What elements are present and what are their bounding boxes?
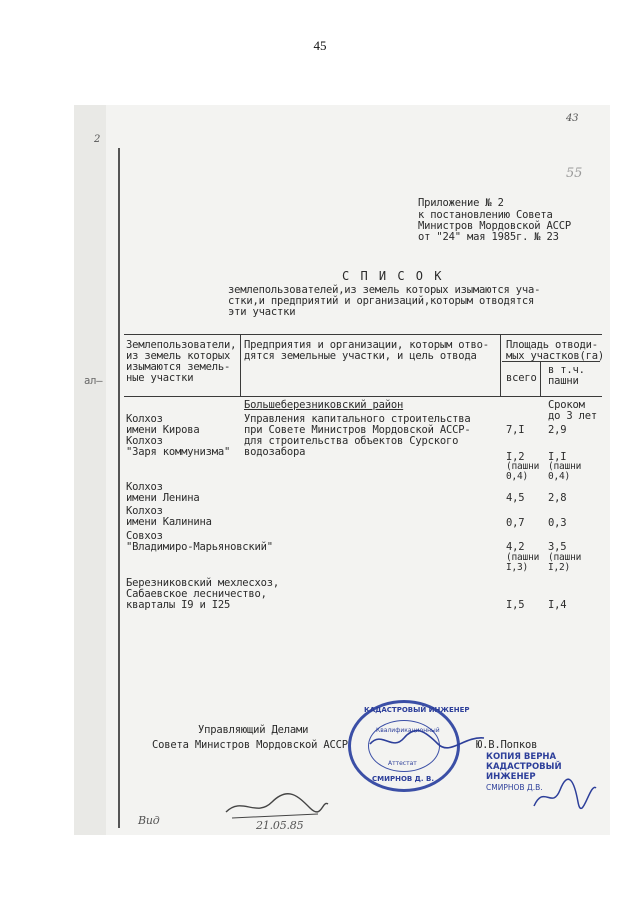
row-total: 7,I xyxy=(506,424,525,436)
col1-header: ные участки xyxy=(126,372,194,384)
col1-header: изымаются земель- xyxy=(126,361,231,373)
copy-stamp-signature xyxy=(530,776,600,816)
row-name: Колхоз xyxy=(126,413,163,425)
seal-middle-text: Квалификационный xyxy=(376,727,440,734)
term-note: Сроком xyxy=(548,399,585,411)
row-total-note: (пашни xyxy=(506,461,540,472)
row-name: Березниковский мехлесхоз, xyxy=(126,577,280,589)
row-arable: I,4 xyxy=(548,599,567,611)
appendix-line: к постановлению Совета xyxy=(418,209,553,221)
row-name: имени Калинина xyxy=(126,516,212,528)
row-arable: 3,5 xyxy=(548,541,567,553)
row-arable-note: (пашни xyxy=(548,461,582,472)
table-rule-top xyxy=(124,334,602,335)
appendix-line: Министров Мордовской АССР xyxy=(418,220,572,232)
row-total-note: 0,4) xyxy=(506,471,529,482)
row-arable-note: (пашни xyxy=(548,552,582,563)
seal-bottom-text: СМИРНОВ Д. В. xyxy=(372,775,434,783)
appendix-line: от "24" мая 1985г. № 23 xyxy=(418,231,559,243)
col3-sub-arable: пашни xyxy=(548,375,579,387)
term-note: до 3 лет xyxy=(548,410,597,422)
organization-line: для строительства объектов Сурского xyxy=(244,435,459,447)
left-margin-rule xyxy=(118,148,120,828)
corner-mark-top-right: 43 xyxy=(566,113,579,124)
table-col-divider xyxy=(540,362,541,396)
row-total: 4,2 xyxy=(506,541,525,553)
row-name: имени Ленина xyxy=(126,492,200,504)
row-arable: 0,3 xyxy=(548,517,567,529)
row-total: I,5 xyxy=(506,599,525,611)
row-name: кварталы I9 и I25 xyxy=(126,599,231,611)
row-name: Колхоз xyxy=(126,505,163,517)
sheet-left-edge xyxy=(74,105,108,835)
col2-header: дятся земельные участки, и цель отвода xyxy=(244,350,477,362)
row-total: 0,7 xyxy=(506,517,525,529)
organization-line: водозабора xyxy=(244,446,306,458)
row-arable: I,I xyxy=(548,451,567,463)
row-total: 4,5 xyxy=(506,492,525,504)
seal-top-text: КАДАСТРОВЫЙ ИНЖЕНЕР xyxy=(364,706,470,714)
col2-header: Предприятия и организации, которым отво- xyxy=(244,339,489,351)
subtitle-line: землепользователей,из земель которых изымаются уча- xyxy=(228,284,541,296)
row-name: Совхоз xyxy=(126,530,163,542)
row-name: имени Кирова xyxy=(126,424,200,436)
copy-stamp-line: СМИРНОВ Д.В. xyxy=(486,783,543,792)
row-arable: 2,8 xyxy=(548,492,567,504)
col1-header: Землепользователи, xyxy=(126,339,237,351)
signature-line: Управляющий Делами xyxy=(198,724,309,736)
organization-line: Управления капитального строительства xyxy=(244,413,471,425)
table-col-divider xyxy=(500,334,501,396)
seal-certificate-text: Аттестат xyxy=(388,760,417,767)
subtitle-line: стки,и предприятий и организаций,которым отводятся xyxy=(228,295,535,307)
document-title: С П И С О К xyxy=(342,269,444,283)
copy-stamp-line: КОПИЯ ВЕРНА xyxy=(486,752,557,762)
row-arable-note: I,2) xyxy=(548,562,571,573)
left-margin-mark: 2 xyxy=(94,134,101,145)
corner-mark-handwritten: 55 xyxy=(566,166,583,181)
col3-sub-arable: в т.ч. xyxy=(548,364,585,376)
handwritten-initials: Вид xyxy=(138,814,160,827)
handwritten-date: 21.05.85 xyxy=(256,819,304,832)
row-total-note: (пашни xyxy=(506,552,540,563)
col3-header: мых участков(га) xyxy=(506,350,604,362)
table-rule-header xyxy=(124,396,602,397)
row-name: Колхоз xyxy=(126,435,163,447)
row-arable-note: 0,4) xyxy=(548,471,571,482)
row-total: I,2 xyxy=(506,451,525,463)
page-number: 45 xyxy=(313,38,327,53)
left-side-mark: ал— xyxy=(84,375,103,387)
col3-sub-total: всего xyxy=(506,372,537,384)
subtitle-line: эти участки xyxy=(228,306,296,318)
row-name: "Владимиро-Марьяновский" xyxy=(126,541,273,553)
signatory-name: Ю.В.Попков xyxy=(476,739,538,751)
organization-line: при Совете Министров Мордовской АССР- xyxy=(244,424,471,436)
copy-stamp-line: ИНЖЕНЕР xyxy=(486,772,536,782)
row-name: Сабаевское лесничество, xyxy=(126,588,267,600)
district-label: Большеберезниковский район xyxy=(244,399,404,411)
row-name: Колхоз xyxy=(126,481,163,493)
appendix-line: Приложение № 2 xyxy=(418,197,504,209)
row-name: "Заря коммунизма" xyxy=(126,446,231,458)
row-total-note: I,3) xyxy=(506,562,529,573)
copy-stamp-line: КАДАСТРОВЫЙ xyxy=(486,762,562,772)
col3-header: Площадь отводи- xyxy=(506,339,598,351)
seal-signature-scribble xyxy=(368,728,488,754)
col1-header: из земель которых xyxy=(126,350,231,362)
table-col-divider xyxy=(240,334,241,396)
signature-line: Совета Министров Мордовской АССР xyxy=(152,739,348,751)
row-arable: 2,9 xyxy=(548,424,567,436)
